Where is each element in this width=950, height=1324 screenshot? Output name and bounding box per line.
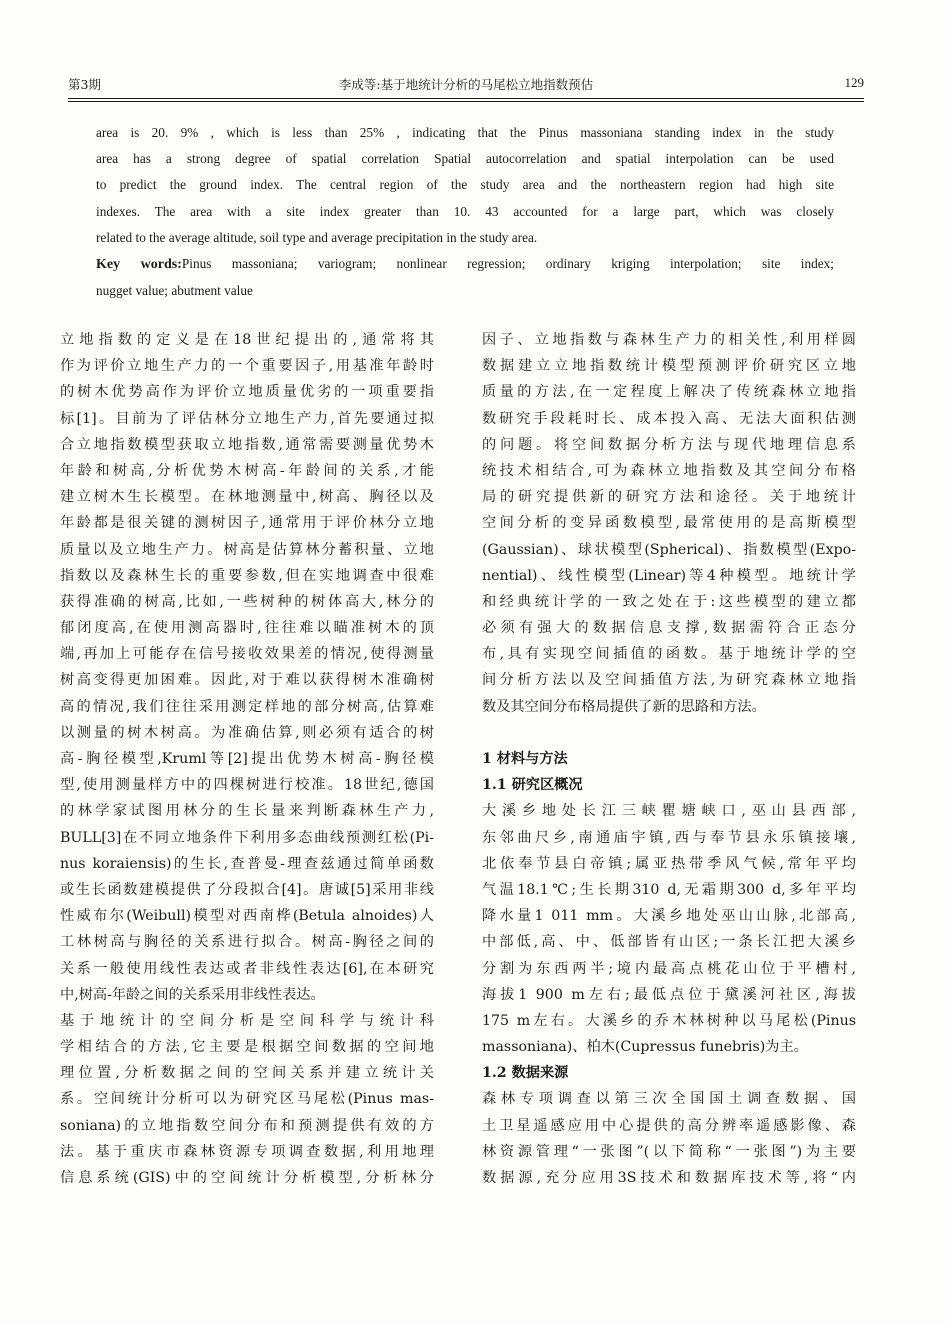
section-spacer	[482, 720, 856, 746]
text-line: 高的情况,我们往往采用测定样地的部分树高,估算难	[60, 698, 434, 715]
text-line: 布,具有实现空间插值的函数。基于地统计学的空	[482, 646, 856, 663]
text-line: 型,使用测量样方中的四棵树进行校准。18世纪,德国	[60, 777, 434, 794]
text-line: 和经典统计学的一致之处在于:这些模型的建立都	[482, 593, 856, 610]
abstract-line: area has a strong degree of spatial correlation Spatial autocorrelation and spatial interpolation can be used	[96, 151, 834, 167]
text-line: 森林专项调查以第三次全国国土调查数据、国	[482, 1091, 856, 1108]
text-line: 中,树高-年龄之间的关系采用非线性表达。	[60, 986, 325, 1003]
text-line: 质量以及立地生产力。树高是估算林分蓄积量、立地	[60, 541, 434, 558]
text-line: 分割为东西两半;境内最高点桃花山位于平槽村,	[482, 960, 856, 977]
english-abstract	[96, 120, 834, 304]
text-line: 信息系统(GIS)中的空间统计分析模型,分析林分	[60, 1170, 434, 1186]
text-line: 获得准确的树高,比如,一些树种的树体高大,林分的	[60, 593, 434, 610]
text-line: 的树木优势高作为评价立地质量优劣的一项重要指	[60, 384, 434, 401]
keywords-label: Key words:	[96, 257, 182, 273]
text-line: 郁闭度高,在使用测高器时,往往难以瞄准树木的顶	[60, 620, 434, 637]
text-line: 建立树木生长模型。在林地测量中,树高、胸径以及	[60, 489, 434, 506]
keywords-line-2: nugget value; abutment value	[96, 283, 253, 299]
paragraph	[60, 1008, 434, 1191]
text-line: 海拔1 900 m左右;最低点位于黛溪河社区,海拔	[482, 986, 856, 1003]
text-line: 端,再加上可能存在信号接收效果差的情况,使得测量	[60, 646, 434, 663]
text-line: 高-胸径模型,Kruml等[2]提出优势木树高-胸径模	[60, 751, 434, 767]
text-line: 基于地统计的空间分析是空间科学与统计科	[60, 1012, 434, 1029]
text-line: 统技术相结合,可为森林立地指数及其空间分布格	[482, 462, 856, 479]
text-line: 理位置,分析数据之间的空间关系并建立统计关	[60, 1065, 434, 1082]
text-line: 关系一般使用线性表达或者非线性表达[6],在本研究	[60, 960, 434, 977]
text-line: 北依奉节县白帝镇;属亚热带季风气候,常年平均	[482, 855, 856, 872]
text-line: 的林学家试图用林分的生长量来判断森林生产力,	[60, 803, 434, 820]
abstract-line: area is 20. 9% , which is less than 25% , indicating that the Pinus massoniana standing index in the study	[96, 125, 834, 140]
text-line: 必须有强大的数据信息支撑,数据需符合正态分	[482, 620, 856, 637]
text-line: 年龄都是很关键的测树因子,通常用于评价林分立地	[60, 515, 434, 532]
text-line: 土卫星遥感应用中心提供的高分辨率遥感影像、森	[482, 1117, 856, 1134]
paragraph	[482, 327, 856, 720]
text-line: 系。空间统计分析可以为研究区马尾松(Pinus mas-	[60, 1091, 434, 1108]
text-line: 性威布尔(Weibull)模型对西南桦(Betula alnoides)人	[60, 908, 434, 925]
text-line: nus koraiensis)的生长,查普曼-理查兹通过简单函数	[60, 855, 434, 872]
header-rule-thin	[68, 101, 864, 102]
paragraph	[482, 798, 856, 1060]
text-line: 法。基于重庆市森林资源专项调查数据,利用地理	[60, 1143, 434, 1160]
text-line: 工林树高与胸径的关系进行拟合。树高-胸径之间的	[60, 934, 434, 951]
running-title: 李成等:基于地统计分析的马尾松立地指数预估	[338, 77, 594, 92]
text-line: 间分析方法以及空间插值方法,为研究森林立地指	[482, 672, 856, 689]
text-line: 中部低,高、中、低部皆有山区;一条长江把大溪乡	[482, 934, 856, 951]
text-line: 东邻曲尺乡,南通庙宇镇,西与奉节县永乐镇接壤,	[482, 829, 856, 846]
text-line: BULL[3]在不同立地条件下利用多态曲线预测红松(Pi-	[60, 829, 434, 846]
text-line: massoniana)、柏木(Cupressus funebris)为主。	[482, 1039, 808, 1056]
abstract-line: indexes. The area with a site index greater than 10. 43 accounted for a large part, which was closely	[96, 203, 834, 219]
page-header	[68, 72, 864, 96]
text-line: (Gaussian)、球状模型(Spherical)、指数模型(Expo-	[482, 541, 856, 558]
subsection-heading: 1.2 数据来源	[482, 1065, 569, 1082]
text-line: 林资源管理“一张图”(以下简称“一张图”)为主要	[482, 1143, 856, 1160]
text-line: 气温18.1℃;生长期310 d,无霜期300 d,多年平均	[482, 881, 856, 898]
text-line: 或生长函数建模提供了分段拟合[4]。唐诚[5]采用非线	[60, 881, 434, 898]
text-line: 树高变得更加困难。因此,对于难以获得树木准确树	[60, 672, 434, 689]
paragraph	[482, 1086, 856, 1191]
text-line: 降水量1 011 mm。大溪乡地处巫山山脉,北部高,	[482, 908, 856, 925]
text-line: 以测量的树木树高。为准确估算,则必须有适合的树	[60, 724, 434, 741]
abstract-line: related to the average altitude, soil type and average precipitation in the study area.	[96, 229, 538, 245]
text-line: 作为评价立地生产力的一个重要因子,用基准年龄时	[60, 358, 434, 375]
right-column	[482, 327, 856, 1191]
text-line: 的问题。将空间数据分析方法与现代地理信息系	[482, 436, 856, 453]
left-column	[60, 327, 434, 1191]
text-line: soniana)的立地指数空间分布和预测提供有效的方	[60, 1117, 434, 1134]
text-line: 标[1]。目前为了评估林分立地生产力,首先要通过拟	[60, 410, 434, 427]
text-line: 年龄和树高,分析优势木树高-年龄间的关系,才能	[60, 462, 434, 479]
text-line: 立地指数的定义是在18世纪提出的,通常将其	[60, 332, 434, 348]
text-line: 局的研究提供新的研究方法和途径。关于地统计	[482, 489, 856, 506]
text-line: 175 m左右。大溪乡的乔木林树种以马尾松(Pinus	[482, 1012, 856, 1029]
page-number: 129	[844, 75, 864, 90]
header-rule-thick	[68, 98, 864, 99]
text-line: 数及其空间分布格局提供了新的思路和方法。	[482, 698, 766, 715]
abstract-line: to predict the ground index. The central region of the study area and the northeastern region had high site	[96, 177, 834, 193]
paragraph	[60, 327, 434, 1008]
text-line: 数研究手段耗时长、成本投入高、无法大面积估测	[482, 410, 856, 427]
text-line: 数据建立立地指数统计模型预测评价研究区立地	[482, 358, 856, 375]
issue-number: 第3期	[68, 77, 101, 92]
text-line: 合立地指数模型获取立地指数,通常需要测量优势木	[60, 436, 434, 453]
text-line: 空间分析的变异函数模型,最常使用的是高斯模型	[482, 515, 856, 532]
text-line: nential)、线性模型(Linear)等4种模型。地统计学	[482, 567, 856, 584]
keywords-text: Pinus massoniana; variogram; nonlinear regression; ordinary kriging interpolation; site index;	[181, 256, 834, 272]
subsection-heading: 1.1 研究区概况	[482, 777, 583, 794]
text-line: 大溪乡地处长江三峡瞿塘峡口,巫山县西部,	[482, 803, 856, 820]
text-line: 数据源,充分应用3S技术和数据库技术等,将“内	[482, 1170, 856, 1186]
section-heading: 1 材料与方法	[482, 751, 568, 767]
text-line: 质量的方法,在一定程度上解决了传统森林立地指	[482, 384, 856, 401]
text-line: 因子、立地指数与森林生产力的相关性,利用样圆	[482, 332, 856, 348]
keywords-line	[96, 251, 834, 278]
text-line: 学相结合的方法,它主要是根据空间数据的空间地	[60, 1039, 434, 1056]
text-line: 指数以及森林生长的重要参数,但在实地调查中很难	[60, 567, 434, 584]
